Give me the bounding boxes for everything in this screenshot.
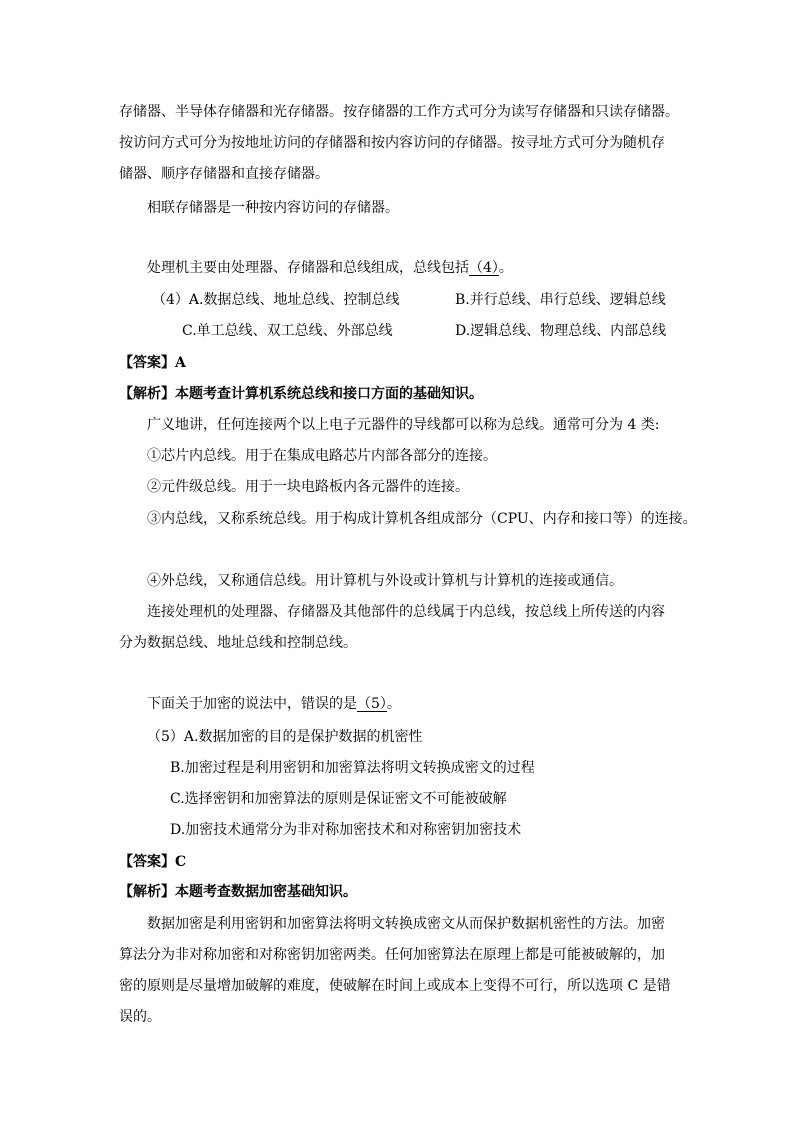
q4-answer-label: 【答案】 [119,355,175,371]
q4-stem-suffix: 。 [498,260,513,276]
intro-line-2: 按访问方式可分为按地址访问的存储器和按内容访问的存储器。按寻址方式可分为随机存 [119,135,665,151]
q5-option-d: D.加密技术通常分为非对称加密技术和对称密钥加密技术 [170,822,522,838]
q5-option-a: （5）A.数据加密的目的是保护数据的机密性 [147,729,423,745]
q4-analysis-label: 【解析】 [119,386,175,402]
q4-analysis-p2: ①芯片内总线。用于在集成电路芯片内部各部分的连接。 [147,448,497,464]
q4-analysis-p4: ③内总线，又称系统总线。用于构成计算机各组成部分（CPU、内存和接口等）的连接。 [147,511,697,527]
q4-option-a: （4）A.数据总线、地址总线、控制总线 [152,292,400,308]
q5-blank: （5） [357,696,387,712]
q5-answer-label: 【答案】 [119,854,175,870]
q5-analysis-heading [119,882,357,902]
q4-analysis-p6b: 分为数据总线、地址总线和控制总线。 [119,635,357,651]
q5-stem-prefix: 下面关于加密的说法中，错误的是 [147,696,357,712]
q5-answer [119,852,186,872]
q4-option-d: D.逻辑总线、物理总线、内部总线 [455,323,667,339]
intro-line-4: 相联存储器是一种按内容访问的存储器。 [147,200,399,216]
q5-option-b: B.加密过程是利用密钥和加密算法将明文转换成密文的过程 [170,760,535,776]
q5-stem [147,694,401,714]
q5-analysis-label: 【解析】 [119,884,175,900]
intro-line-1: 存储器、半导体存储器和光存储器。按存储器的工作方式可分为读写存储器和只读存储器。 [119,104,679,120]
q5-stem-suffix: 。 [386,696,401,712]
q4-analysis-heading [119,384,483,404]
q4-analysis-p5: ④外总线，又称通信总线。用计算机与外设或计算机与计算机的连接或通信。 [147,573,623,589]
q5-analysis-head: 本题考查数据加密基础知识。 [175,884,357,900]
q4-analysis-p3: ②元件级总线。用于一块电路板内各元器件的连接。 [147,479,469,495]
q4-analysis-head: 本题考查计算机系统总线和接口方面的基础知识。 [175,386,483,402]
intro-line-3: 储器、顺序存储器和直接存储器。 [119,166,329,182]
q4-analysis-p1: 广义地讲，任何连接两个以上电子元器件的导线都可以称为总线。通常可分为 4 类: [147,417,660,433]
q4-option-b: B.并行总线、串行总线、逻辑总线 [455,292,666,308]
q5-analysis-p2: 算法分为非对称加密和对称密钥加密两类。任何加密算法在原理上都是可能被破解的，加 [119,947,665,963]
q4-answer [119,353,186,373]
q4-answer-value: A [175,355,186,371]
q5-analysis-p4: 误的。 [119,1009,161,1025]
q4-option-c: C.单工总线、双工总线、外部总线 [182,323,393,339]
q4-stem-prefix: 处理机主要由处理器、存储器和总线组成，总线包括 [147,260,469,276]
q5-analysis-p3: 密的原则是尽量增加破解的难度，使破解在时间上或成本上变得不可行，所以选项 C 是错 [119,978,671,994]
q4-stem [147,258,513,278]
q5-option-c: C.选择密钥和加密算法的原则是保证密文不可能被破解 [170,791,507,807]
q4-blank: （4） [469,260,499,276]
q5-analysis-p1: 数据加密是利用密钥和加密算法将明文转换成密文从而保护数据机密性的方法。加密 [147,916,665,932]
q5-answer-value: C [175,854,187,870]
q4-analysis-p6a: 连接处理机的处理器、存储器及其他部件的总线属于内总线，按总线上所传送的内容 [147,604,665,620]
